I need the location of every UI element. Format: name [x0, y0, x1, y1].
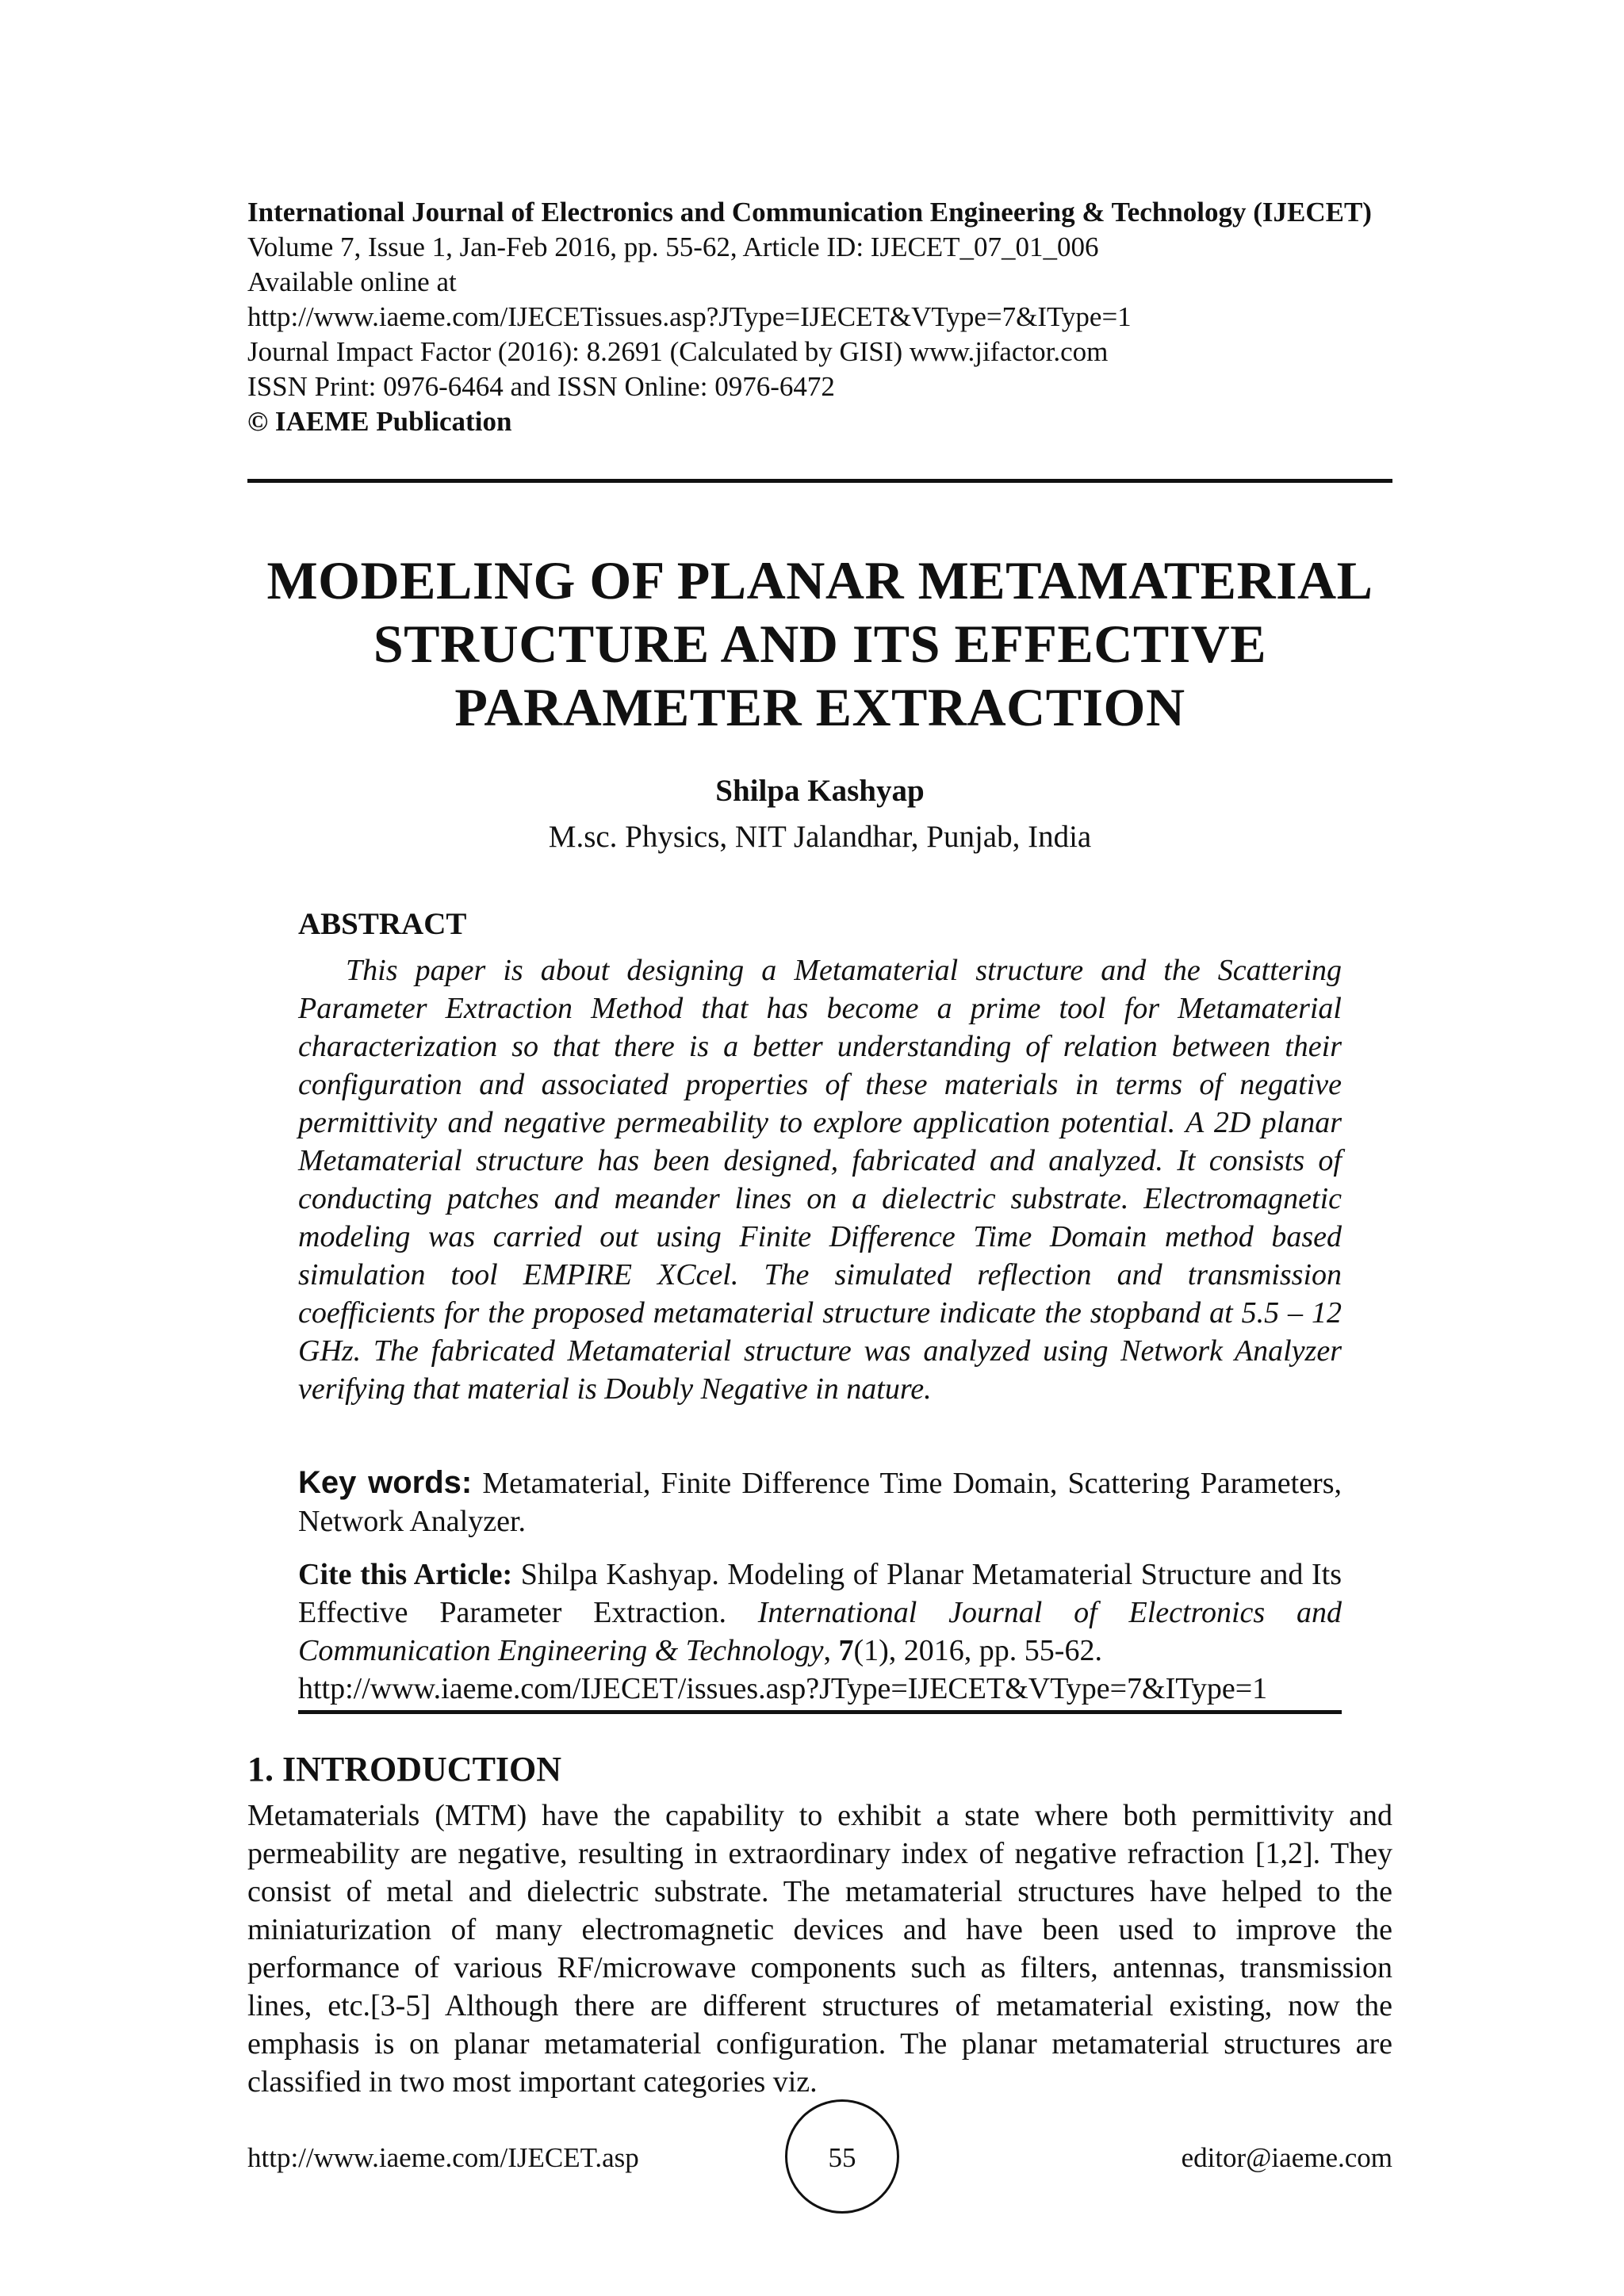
abstract-heading: ABSTRACT [298, 907, 467, 941]
keywords [298, 1464, 1342, 1540]
cite-label: Cite this Article: [298, 1558, 513, 1591]
page-number: 55 [828, 2142, 856, 2173]
title-line-1: MODELING OF PLANAR METAMATERIAL [266, 550, 1373, 610]
introduction-heading: 1. INTRODUCTION [247, 1750, 562, 1789]
keywords-label: Key words: [298, 1465, 473, 1500]
keywords-text: Metamaterial, Finite Difference Time Domain, Scattering Parameters, Network Analyzer. [298, 1467, 1342, 1538]
citation-block [298, 1556, 1342, 1670]
citation-divider [298, 1710, 1342, 1714]
cite-text: Shilpa Kashyap. Modeling of Planar Metamaterial Structure and Its Effective Parameter Extraction. [298, 1558, 1342, 1629]
title-line-3: PARAMETER EXTRACTION [454, 677, 1185, 737]
footer-editor-email[interactable]: editor@iaeme.com [1181, 2142, 1392, 2173]
journal-header [247, 195, 1392, 439]
author-name: Shilpa Kashyap [715, 774, 925, 808]
cite-issue: (1), 2016, pp. 55-62. [853, 1634, 1102, 1667]
cite-journal: International Journal of Electronics and Communication Engineering & Technology [298, 1596, 1342, 1667]
cite-separator: , [823, 1634, 831, 1667]
header-divider [247, 479, 1392, 483]
title-line-2: STRUCTURE AND ITS EFFECTIVE [373, 614, 1267, 674]
available-line: Available online at [247, 266, 457, 297]
footer-journal-url[interactable]: http://www.iaeme.com/IJECET.asp [247, 2142, 639, 2173]
volume-line: Volume 7, Issue 1, Jan-Feb 2016, pp. 55-62, Article ID: IJECET_07_01_006 [247, 232, 1099, 262]
journal-url-line[interactable]: http://www.iaeme.com/IJECETissues.asp?JType=IJECET&VType=7&IType=1 [247, 301, 1132, 332]
author-affiliation: M.sc. Physics, NIT Jalandhar, Punjab, India [548, 820, 1092, 854]
journal-name: International Journal of Electronics and Communication Engineering & Technology (IJECET) [247, 197, 1372, 228]
abstract-body: This paper is about designing a Metamaterial structure and the Scattering Parameter Extraction Method that has become a prime tool for Metamaterial characterization so that there is a better understanding of relation between their configuration and associated properties of these materials in terms of negative permittivity and negative permeability to explore application potential. A 2D planar Metamaterial structure has been designed, fabricated and analyzed. It consists of conducting patches and meander lines on a dielectric substrate. Electromagnetic modeling was carried out using Finite Difference Time Domain method based simulation tool EMPIRE XCcel. The simulated reflection and transmission coefficients for the proposed metamaterial structure indicate the stopband at 5.5 – 12 GHz. The fabricated Metamaterial structure was analyzed using Network Analyzer verifying that material is Doubly Negative in nature. [298, 954, 1342, 1406]
cite-url-link[interactable]: http://www.iaeme.com/IJECET/issues.asp?JType=IJECET&VType=7&IType=1 [298, 1672, 1268, 1705]
paper-title [247, 549, 1392, 739]
issn-line: ISSN Print: 0976-6464 and ISSN Online: 0976-6472 [247, 371, 835, 402]
introduction-body: Metamaterials (MTM) have the capability to exhibit a state where both permittivity and permeability are negative, resulting in extraordinary index of negative refraction [1,2]. They consist of metal and dielectric substrate. The metamaterial structures have helped to the miniaturization of many electromagnetic devices and have been used to improve the performance of various RF/microwave components such as filters, antennas, transmission lines, etc.[3-5] Although there are different structures of metamaterial existing, now the emphasis is on planar metamaterial configuration. The planar metamaterial structures are classified in two most important categories viz. [247, 1799, 1392, 2099]
publisher-line: © IAEME Publication [247, 406, 512, 437]
cite-volume: 7 [838, 1634, 854, 1667]
impact-factor-line: Journal Impact Factor (2016): 8.2691 (Calculated by GISI) www.jifactor.com [247, 336, 1109, 367]
